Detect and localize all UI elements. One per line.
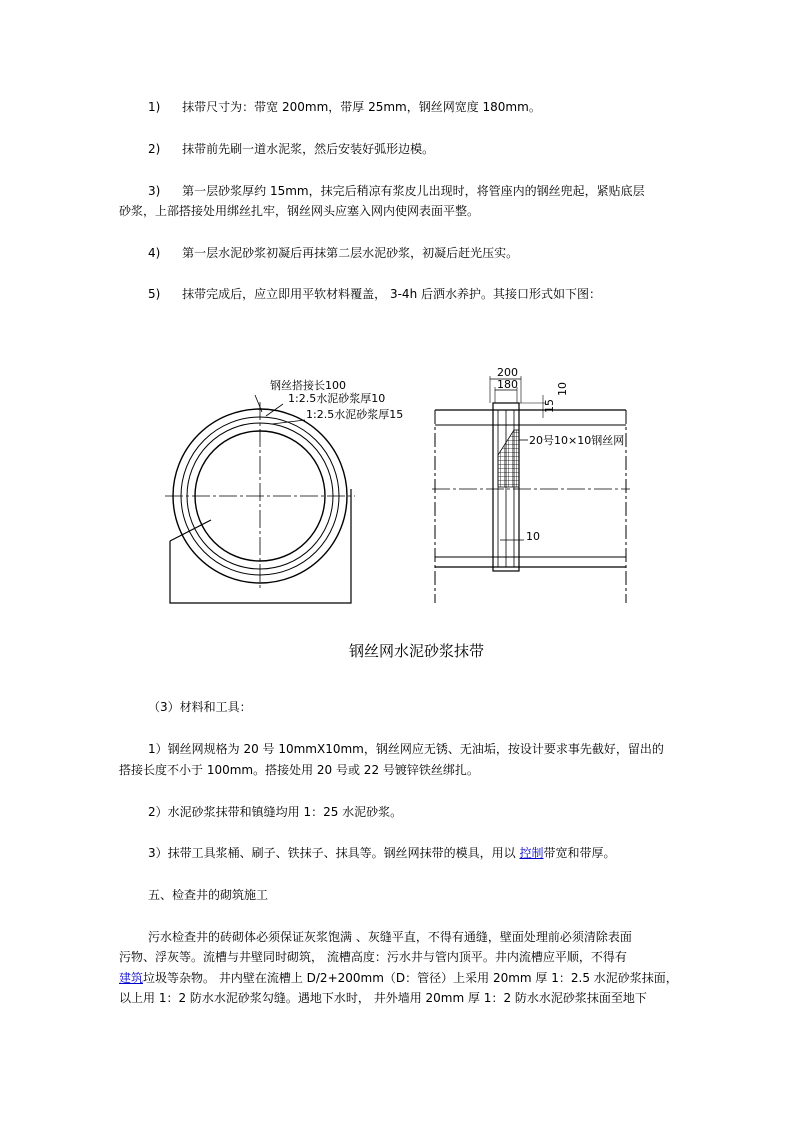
section-5-heading: 五、检查井的砌筑施工: [148, 888, 269, 902]
step-4-text: 第一层水泥砂浆初凝后再抹第二层水泥砂浆，初凝后赶光压实。: [182, 246, 519, 260]
control-link[interactable]: 控制: [519, 846, 544, 860]
label-dim-180: 180: [497, 378, 518, 391]
section-5-paragraph-line-1: 污水检查井的砖砌体必须保证灰浆饱满 、灰缝平直，不得有通缝，壁面处理前必须清除表面: [148, 930, 632, 944]
step-3: [148, 183, 645, 199]
building-link[interactable]: 建筑: [119, 971, 144, 985]
materials-item-1: 1）钢丝网规格为 20 号 10mmX10mm，钢丝网应无锈、无油垢，按设计要求事先截好，留出的: [148, 742, 664, 756]
label-dim-200: 200: [497, 366, 518, 379]
label-dim-10-top: 10: [556, 382, 569, 396]
label-mortar-10: 1:2.5水泥砂浆厚10: [288, 392, 386, 405]
pipe-joint-diagram: [150, 355, 640, 610]
step-2-number: 2): [148, 142, 161, 156]
label-mortar-15: 1:2.5水泥砂浆厚15: [306, 408, 404, 421]
side-elevation-view: [432, 376, 630, 603]
section-5-paragraph-line-4: 以上用 1：2 防水水泥砂浆勾缝。遇地下水时， 井外墙用 20mm 厚 1：2 防水水泥砂浆抹面至地下: [119, 991, 647, 1005]
leader-line-3: [272, 420, 305, 424]
materials-item-3: [148, 845, 615, 861]
step-4: [148, 245, 518, 261]
step-4-number: 4): [148, 246, 161, 260]
step-1-text: 抹带尺寸为：带宽 200mm，带厚 25mm，钢丝网宽度 180mm。: [182, 100, 541, 114]
step-2: [148, 141, 434, 157]
step-5-number: 5): [148, 287, 161, 301]
step-5: [148, 286, 601, 302]
step-1-number: 1): [148, 100, 161, 114]
figure-caption: 钢丝网水泥砂浆抹带: [349, 642, 485, 660]
section-5-paragraph-line-2: 污物、浮灰等。流槽与井壁同时砌筑， 流槽高度：污水井与管内顶平。井内流槽应平顺，不得有: [119, 950, 627, 964]
label-dim-15: 15: [543, 399, 556, 413]
step-3-text: 第一层砂浆厚约 15mm，抹完后稍凉有浆皮儿出现时，将管座内的钢丝兜起，紧贴底层: [182, 184, 645, 198]
step-3-number: 3): [148, 184, 161, 198]
wire-mesh-hatch: [498, 430, 519, 487]
label-wire-mesh: 20号10×10钢丝网: [529, 434, 625, 447]
step-3-continued: 砂浆，上部搭接处用绑丝扎牢，钢丝网头应塞入网内使网表面平整。: [119, 204, 480, 218]
materials-heading: （3）材料和工具：: [148, 700, 252, 714]
materials-item-3-text-b: 带宽和带厚。: [543, 846, 616, 860]
step-2-text: 抹带前先刷一道水泥浆，然后安装好弧形边模。: [182, 142, 435, 156]
materials-item-2: 2）水泥砂浆抹带和镇缝均用 1：25 水泥砂浆。: [148, 805, 403, 819]
materials-item-3-text-a: 3）抹带工具浆桶、刷子、铁抹子、抹具等。钢丝网抹带的模具，用以: [148, 846, 520, 860]
label-wire-overlap: 钢丝搭接长100: [270, 379, 346, 392]
step-1: [148, 99, 541, 115]
materials-item-1-continued: 搭接长度不小于 100mm。搭接处用 20 号或 22 号镀锌铁丝绑扎。: [119, 763, 479, 777]
cross-section-view: [165, 395, 355, 603]
section-5-line-3-text: 垃圾等杂物。 井内壁在流槽上 D/2+200mm（D：管径）上采用 20mm 厚 1：2.5 水泥砂浆抹面，: [143, 971, 678, 985]
section-5-paragraph-line-3: [119, 970, 678, 986]
label-dim-10-bottom: 10: [526, 530, 540, 543]
step-5-text: 抹带完成后，应立即用平软材料覆盖， 3-4h 后洒水养护。其接口形式如下图：: [182, 287, 601, 301]
